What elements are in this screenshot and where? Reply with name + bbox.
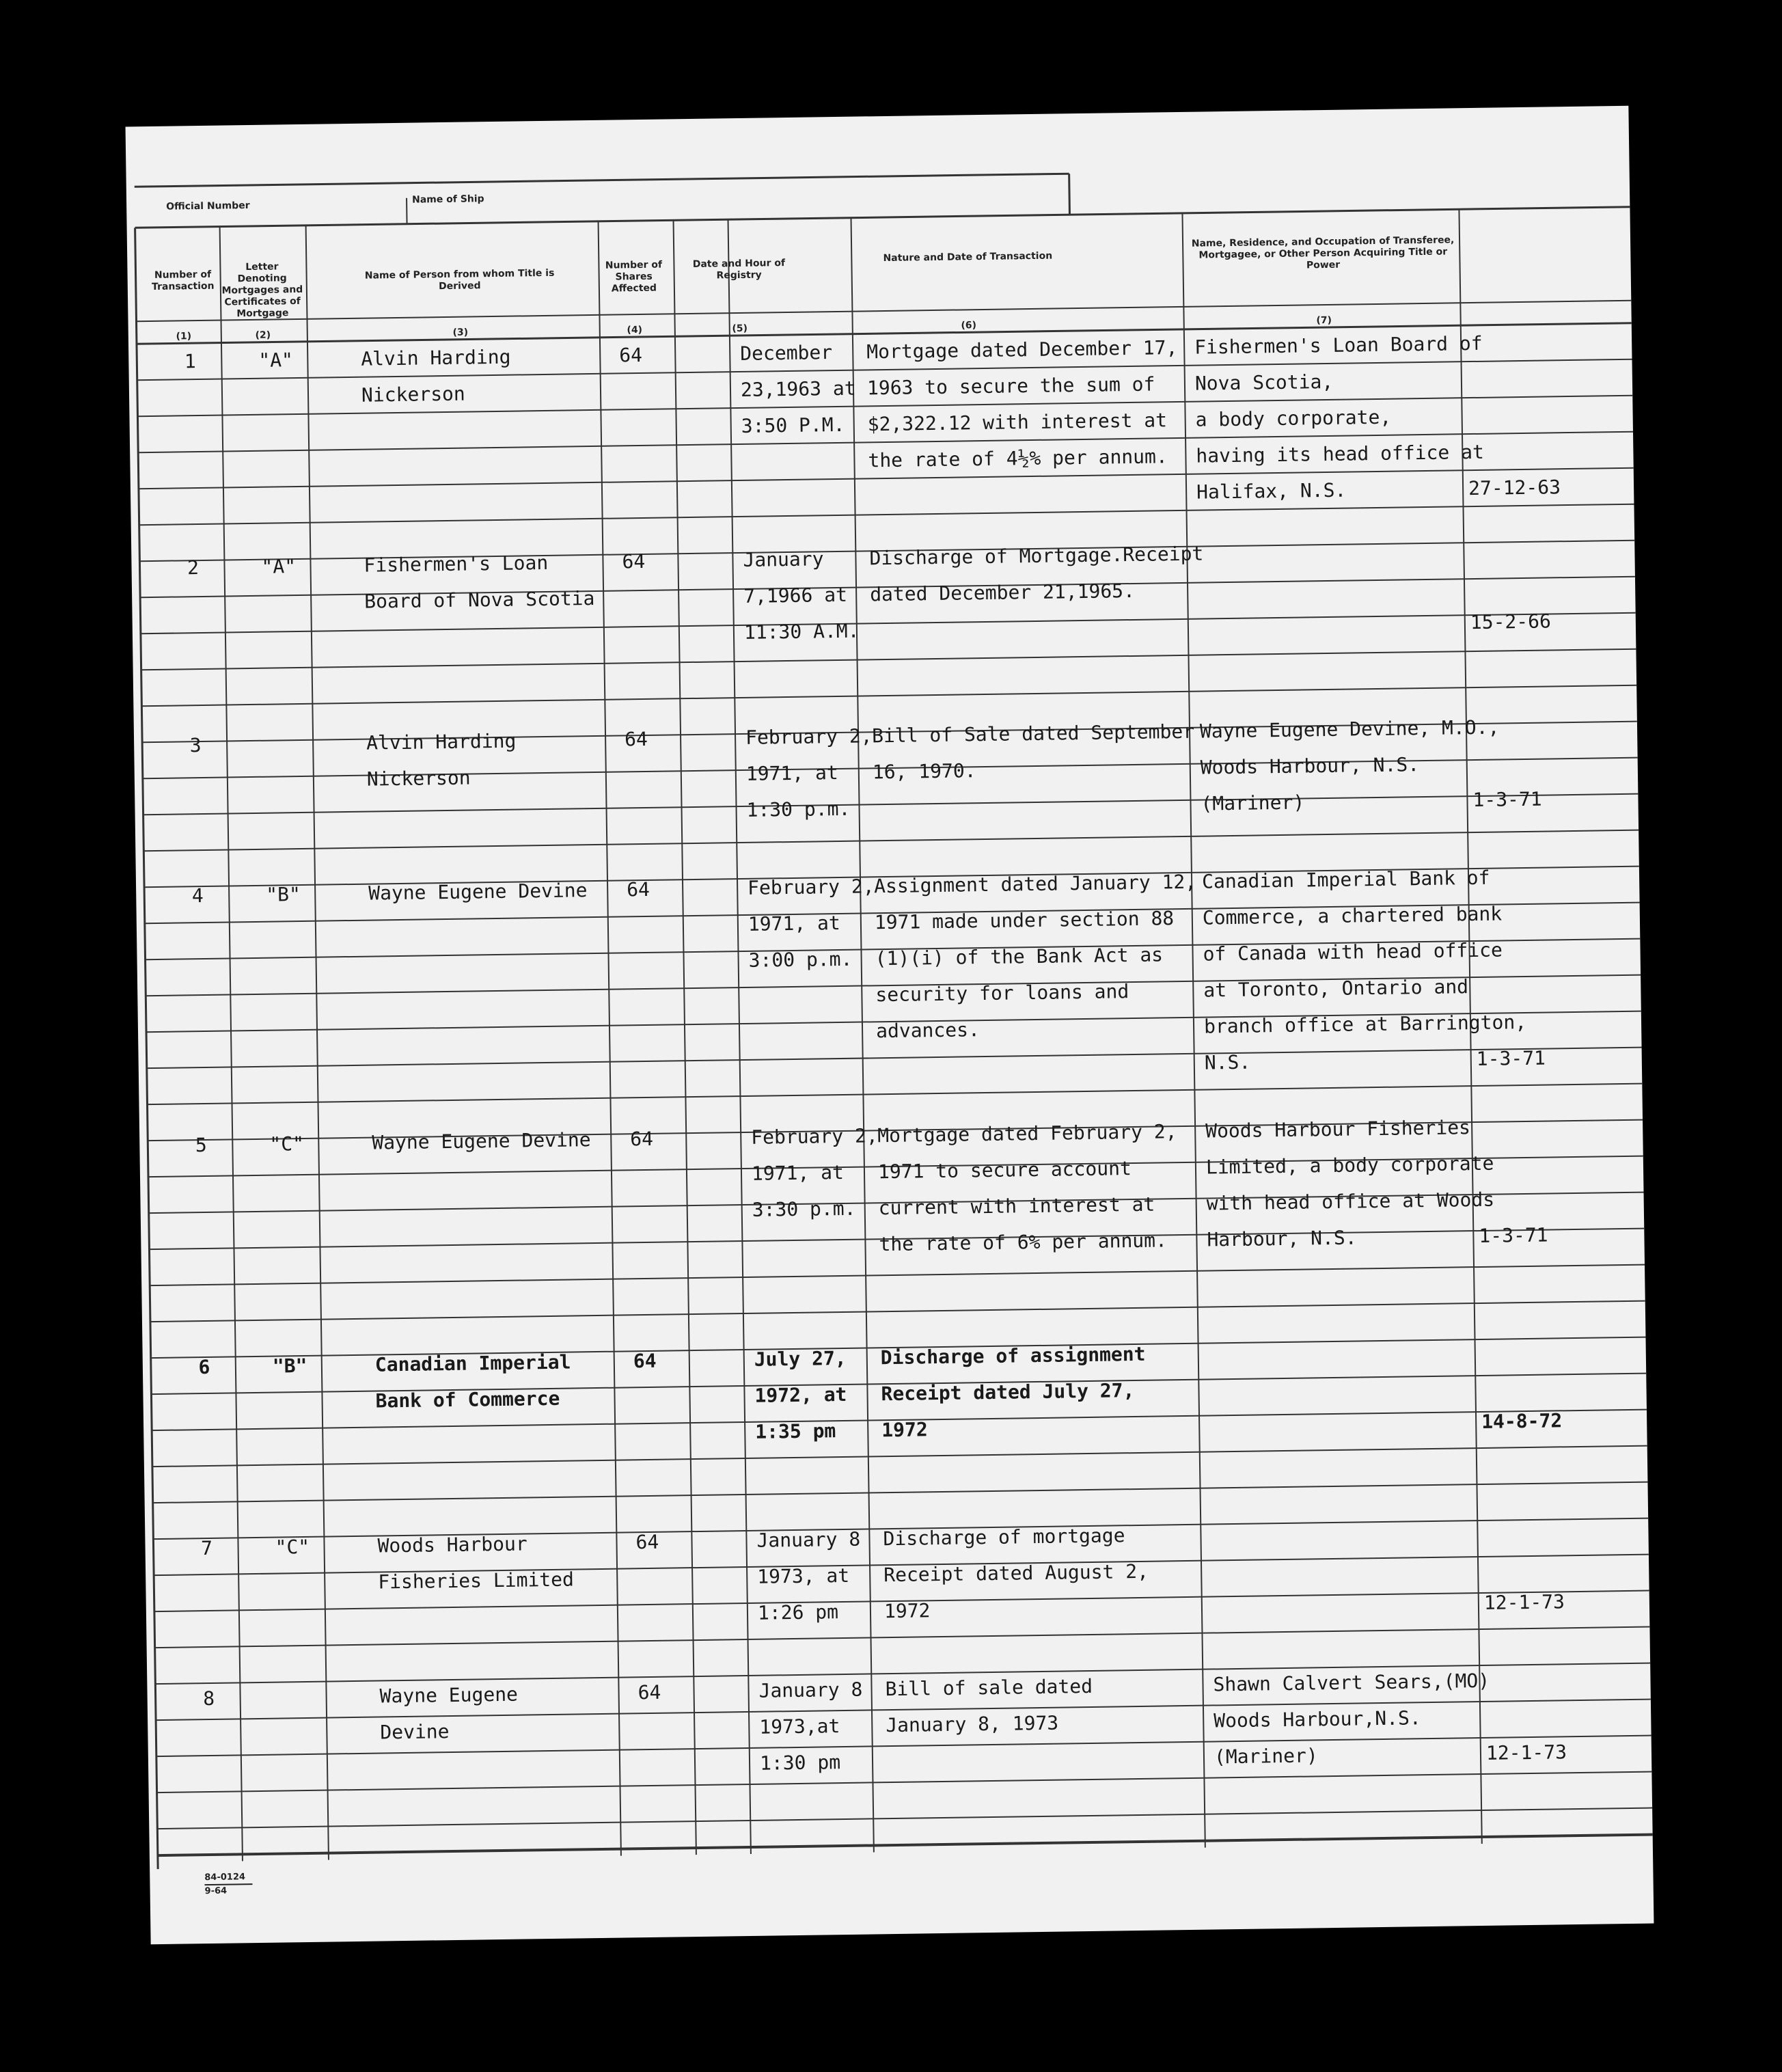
- transaction-nature: security for loans and: [875, 980, 1129, 1007]
- page-left-rule: [135, 228, 159, 1869]
- col-number-2: (2): [255, 329, 271, 341]
- transaction-number: 2: [187, 556, 200, 580]
- transaction-nature: current with interest at: [878, 1192, 1155, 1220]
- col-number-7: (7): [1316, 314, 1332, 327]
- entry-date: 15-2-66: [1470, 610, 1552, 634]
- transaction-nature: Discharge of assignment: [880, 1342, 1146, 1369]
- col-header-6: Nature and Date of Transaction: [883, 250, 1053, 264]
- title-derived-from: Board of Nova Scotia: [364, 586, 595, 613]
- entry-date: 27-12-63: [1468, 476, 1561, 500]
- mortgage-letter: "A": [261, 555, 297, 578]
- registry-date-hour: 1:30 p.m.: [746, 797, 851, 821]
- acquirer-details: a body corporate,: [1195, 405, 1392, 431]
- registry-date-hour: 1:35 pm: [755, 1419, 836, 1443]
- transaction-nature: Mortgage dated December 17,: [866, 336, 1178, 364]
- registry-date-hour: July 27,: [754, 1346, 847, 1371]
- register-page: [126, 106, 1654, 1944]
- transaction-nature: advances.: [875, 1018, 981, 1043]
- registry-date-hour: 11:30 A.M.: [743, 619, 860, 644]
- header-rule: [135, 207, 1630, 228]
- form-number-code: 84-0124: [204, 1872, 246, 1883]
- shares-affected: 64: [624, 727, 648, 751]
- column-rule-4: [674, 220, 696, 1855]
- registry-date-hour: January 8: [758, 1678, 863, 1702]
- acquirer-details: (Mariner): [1214, 1744, 1318, 1769]
- entry-date: 12-1-73: [1483, 1590, 1565, 1614]
- acquirer-details: Woods Harbour,N.S.: [1214, 1706, 1421, 1732]
- acquirer-details: of Canada with head office: [1203, 938, 1503, 966]
- col-header-1: Number of Transaction: [151, 269, 215, 292]
- registry-date-hour: 7,1966 at: [743, 583, 848, 608]
- transaction-number: 6: [198, 1355, 210, 1379]
- ruled-line-26: [150, 1265, 1645, 1286]
- ruled-line-13: [143, 791, 1639, 815]
- shares-affected: 64: [635, 1530, 659, 1554]
- transaction-number: 7: [200, 1536, 213, 1560]
- header-top-rule: [135, 174, 1069, 187]
- col-header-7: Name, Residence, and Occupation of Transferee, Mortgagee, or Other Person Acquiring Title or Power: [1191, 234, 1455, 271]
- shares-affected: 64: [622, 549, 646, 573]
- transaction-nature: Discharge of mortgage: [883, 1524, 1125, 1551]
- col-number-3: (3): [452, 327, 469, 338]
- ship-name-box-right: [1069, 174, 1070, 215]
- registry-date-hour: January: [743, 547, 824, 571]
- acquirer-details: at Toronto, Ontario and: [1203, 975, 1469, 1002]
- transaction-nature: (1)(i) of the Bank Act as: [875, 943, 1164, 970]
- transaction-nature: the rate of 4½% per annum.: [868, 445, 1168, 472]
- registry-date-hour: 23,1963 at: [740, 377, 856, 401]
- mortgage-letter: "B": [266, 883, 301, 906]
- transaction-nature: January 8, 1973: [886, 1711, 1059, 1737]
- ruled-line-40: [157, 1772, 1652, 1793]
- transaction-number: 5: [195, 1133, 208, 1157]
- title-derived-from: Wayne Eugene Devine: [372, 1128, 591, 1154]
- acquirer-details: branch office at Barrington,: [1203, 1010, 1527, 1038]
- title-derived-from: Nickerson: [366, 766, 471, 791]
- shares-affected: 64: [638, 1680, 661, 1704]
- entry-date: 1-3-71: [1479, 1223, 1548, 1247]
- transaction-nature: Bill of sale dated: [885, 1674, 1093, 1701]
- ruled-line-14: [143, 830, 1639, 851]
- col-number-4: (4): [627, 324, 643, 336]
- title-derived-from: Nickerson: [361, 382, 465, 407]
- transaction-nature: 1972: [881, 1418, 928, 1442]
- registry-date-hour: February 2,: [747, 875, 875, 899]
- ruled-line-5: [139, 504, 1634, 526]
- registry-date-hour: 1971, at: [745, 761, 838, 785]
- form-number: [204, 1871, 253, 1898]
- col-number-6: (6): [961, 320, 977, 331]
- registry-date-hour: 3:30 p.m.: [752, 1197, 856, 1221]
- acquirer-details: having its head office at: [1196, 440, 1485, 467]
- title-derived-from: Wayne Eugene Devine: [368, 879, 588, 905]
- title-derived-from: Alvin Harding: [361, 345, 511, 370]
- mortgage-letter: "C": [269, 1132, 305, 1156]
- col-header-5: Date and Hour of Registry: [692, 258, 786, 282]
- registry-date-hour: 1973,at: [759, 1715, 840, 1739]
- registry-date-hour: February 2,: [751, 1124, 878, 1149]
- transaction-number: 8: [202, 1687, 215, 1710]
- registry-date-hour: 1972, at: [754, 1382, 847, 1407]
- acquirer-details: Wayne Eugene Devine, M.O.,: [1199, 715, 1500, 743]
- column-rule-3: [599, 221, 621, 1856]
- shares-affected: 64: [630, 1127, 654, 1151]
- ruled-line-9: [141, 649, 1636, 670]
- mortgage-letter: "C": [275, 1535, 310, 1559]
- ruled-line-41: [157, 1808, 1652, 1829]
- registry-date-hour: 1971, at: [748, 911, 840, 936]
- mortgage-letter: "A": [258, 349, 294, 372]
- column-rule-5: [728, 219, 751, 1854]
- entry-date: 1-3-71: [1472, 787, 1542, 812]
- transaction-number: 1: [184, 350, 196, 373]
- column-rule-1: [220, 227, 243, 1862]
- ship-name-label: Name of Ship: [411, 193, 484, 206]
- transaction-nature: Receipt dated July 27,: [881, 1379, 1135, 1406]
- transaction-nature: dated December 21,1965.: [869, 579, 1136, 606]
- ruled-line-31: [152, 1446, 1647, 1467]
- transaction-nature: 1971 made under section 88: [874, 907, 1175, 934]
- registry-date-hour: 3:50 P.M.: [741, 413, 845, 437]
- title-derived-from: Canadian Imperial: [374, 1350, 571, 1376]
- title-derived-from: Fishermen's Loan: [364, 551, 549, 577]
- ruled-line-10: [141, 685, 1636, 707]
- ruled-line-21: [148, 1084, 1643, 1105]
- transaction-number: 4: [191, 884, 204, 908]
- registry-date-hour: 1971, at: [751, 1160, 845, 1185]
- title-derived-from: Bank of Commerce: [375, 1387, 560, 1413]
- title-derived-from: Alvin Harding: [366, 729, 517, 754]
- title-derived-from: Woods Harbour: [377, 1532, 527, 1557]
- title-derived-from: Wayne Eugene: [379, 1682, 519, 1708]
- ruled-line-36: [155, 1627, 1650, 1648]
- registry-date-hour: 1:30 pm: [759, 1751, 841, 1775]
- acquirer-details: Woods Harbour, N.S.: [1200, 753, 1420, 779]
- transaction-nature: $2,322.12 with interest at: [867, 409, 1168, 436]
- transaction-nature: Receipt dated August 2,: [883, 1559, 1149, 1587]
- transaction-nature: 1972: [883, 1599, 931, 1623]
- acquirer-details: N.S.: [1204, 1050, 1251, 1074]
- acquirer-details: with head office at Woods: [1206, 1188, 1495, 1215]
- ruled-line-20: [147, 1048, 1642, 1069]
- transaction-number: 3: [189, 734, 202, 757]
- col-number-5: (5): [732, 323, 748, 335]
- page-bottom-rule: [158, 1835, 1653, 1856]
- transaction-nature: 16, 1970.: [872, 759, 976, 784]
- col-header-4: Number of Shares Affected: [605, 259, 663, 295]
- entry-date: 1-3-71: [1476, 1046, 1546, 1071]
- acquirer-details: Limited, a body corporate: [1205, 1151, 1494, 1179]
- transaction-nature: the rate of 6% per annum.: [879, 1229, 1168, 1256]
- acquirer-details: Canadian Imperial Bank of: [1201, 866, 1490, 893]
- title-derived-from: Devine: [380, 1720, 450, 1744]
- transaction-nature: Mortgage dated February 2,: [877, 1120, 1177, 1147]
- registry-date-hour: January 8: [756, 1527, 861, 1552]
- title-derived-from: Fisheries Limited: [378, 1568, 575, 1594]
- registry-date-hour: 1:26 pm: [757, 1600, 839, 1624]
- shares-affected: 64: [633, 1349, 657, 1373]
- form-number-date: 9-64: [204, 1885, 228, 1897]
- acquirer-details: Halifax, N.S.: [1196, 478, 1347, 504]
- official-number-label: Official Number: [166, 200, 250, 213]
- acquirer-details: Woods Harbour Fisheries: [1205, 1116, 1471, 1143]
- transaction-nature: Discharge of Mortgage.Receipt: [869, 542, 1204, 570]
- registry-date-hour: December: [740, 341, 833, 365]
- ruled-line-8: [141, 610, 1636, 634]
- transaction-nature: Assignment dated January 12,: [873, 870, 1197, 898]
- column-rule-2: [306, 226, 329, 1860]
- registry-date-hour: February 2,: [745, 724, 873, 749]
- shares-affected: 64: [619, 343, 643, 367]
- acquirer-details: Fishermen's Loan Board of: [1194, 331, 1483, 359]
- acquirer-details: Commerce, a chartered bank: [1202, 902, 1503, 929]
- transaction-nature: 1963 to secure the sum of: [866, 372, 1155, 400]
- shares-affected: 64: [626, 877, 650, 901]
- col-header-3: Name of Person from whom Title is Derived: [364, 267, 555, 292]
- ruled-line-32: [153, 1482, 1648, 1503]
- acquirer-details: (Mariner): [1201, 791, 1305, 815]
- col-number-1: (1): [176, 331, 192, 342]
- acquirer-details: Shawn Calvert Sears,(MO): [1213, 1669, 1490, 1696]
- acquirer-details: Nova Scotia,: [1194, 370, 1334, 395]
- entry-date: 12-1-73: [1485, 1741, 1567, 1764]
- transaction-nature: Bill of Sale dated September: [871, 720, 1195, 748]
- entry-date: 14-8-72: [1481, 1409, 1563, 1433]
- registry-date-hour: 1973, at: [757, 1564, 850, 1588]
- acquirer-details: Harbour, N.S.: [1207, 1226, 1357, 1251]
- registry-date-hour: 3:00 p.m.: [748, 947, 853, 972]
- mortgage-letter: "B": [272, 1354, 307, 1378]
- transaction-nature: 1971 to secure account: [877, 1157, 1132, 1184]
- ruled-line-27: [150, 1301, 1645, 1322]
- col-header-2: Letter Denoting Mortgages and Certificates of Mortgage: [221, 261, 303, 320]
